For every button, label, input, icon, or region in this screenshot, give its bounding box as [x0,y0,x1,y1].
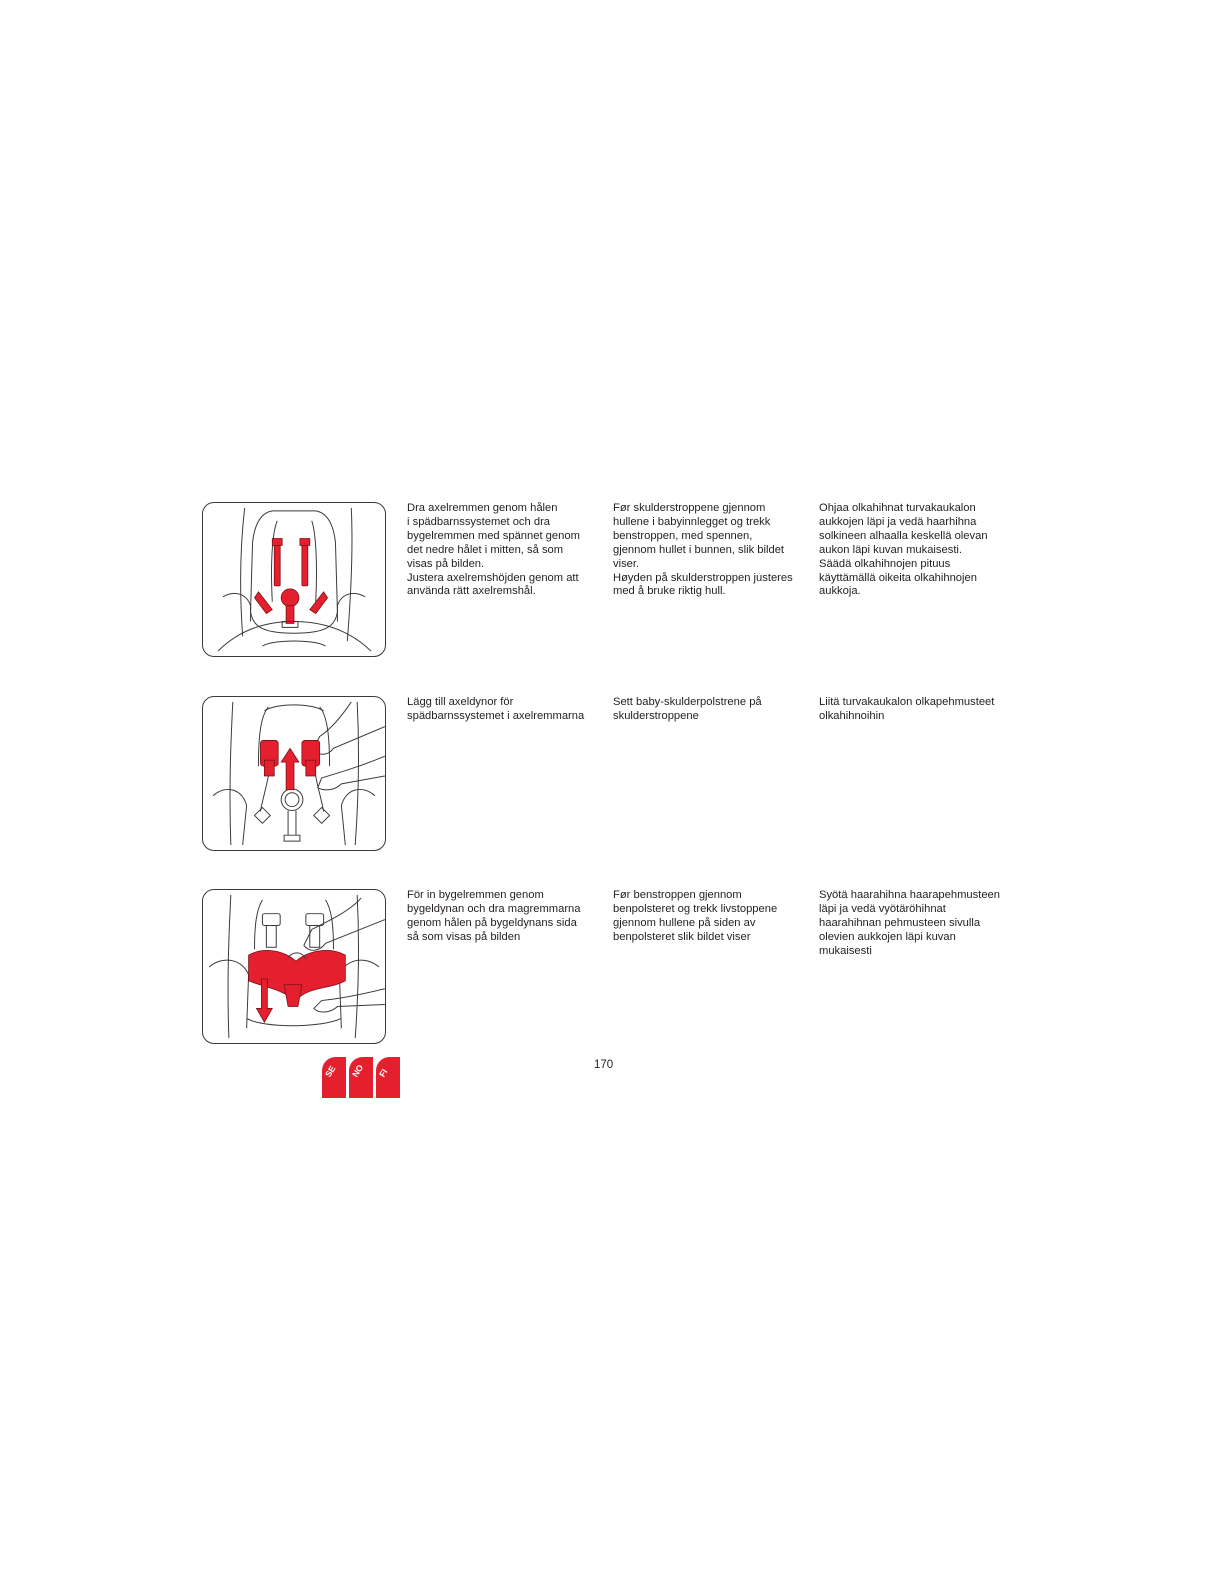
instruction-text-fi: Syötä haarahihna haarapehmusteen läpi ja vedä vyötäröhihnat haarahihnan pehmusteen sivulla olevien aukkojen läpi kuvan mukaisesti [819,889,1000,957]
instruction-text-fi: Ohjaa olkahihnat turvakaukalon aukkojen läpi ja vedä haarhihna solkineen alhaalla keskellä olevan aukon läpi kuvan mukaisesti. Säädä olkahihnojen pituus käyttämällä oikeita olkahihnojen aukkoja. [819,502,988,598]
instruction-text-se: För in bygelremmen genom bygeldynan och dra magremmarna genom hålen på bygeldynans sida så som visas på bilden [407,889,581,943]
language-tab-label: NO [349,1062,366,1079]
language-tab-se [322,1057,346,1098]
language-tab-label: SE [322,1063,338,1079]
instruction-text-no: Før benstroppen gjennom benpolsteret og trekk livstoppene gjennom hullene på siden av benpolsteret slik bildet viser [613,889,778,943]
instruction-text-no: Sett baby-skulderpolstrene på skulderstroppene [613,696,762,722]
page-number: 170 [594,1059,614,1071]
illustration-shoulder-pads [202,696,386,851]
language-tabs [322,1057,400,1099]
language-tab-label: FI [376,1067,390,1079]
illustration-crotch-pad [202,889,386,1044]
instruction-text-no: Før skulderstroppene gjennom hullene i babyinnlegget og trekk benstroppen, med spennen, gjennom hullet i bunnen, slik bildet viser. Høyden på skulderstroppen justeres med å bruke riktig hull. [613,502,793,598]
language-tab-fi [376,1057,400,1098]
instruction-step-1 [202,502,1022,660]
instruction-step-2 [202,696,1022,854]
language-tab-no [349,1057,373,1098]
instruction-step-3 [202,889,1022,1047]
instruction-text-se: Lägg till axeldynor för spädbarnssystemet i axelremmarna [407,696,585,722]
instruction-text-fi: Liitä turvakaukalon olkapehmusteet olkahihnoihin [819,696,995,722]
instruction-text-se: Dra axelremmen genom hålen i spädbarnssystemet och dra bygelremmen med spännet genom det nedre hålet i mitten, så som visas på bilden. Justera axelremshöjden genom att använda rätt axelremshål. [407,502,580,598]
illustration-shoulder-straps [202,502,386,657]
